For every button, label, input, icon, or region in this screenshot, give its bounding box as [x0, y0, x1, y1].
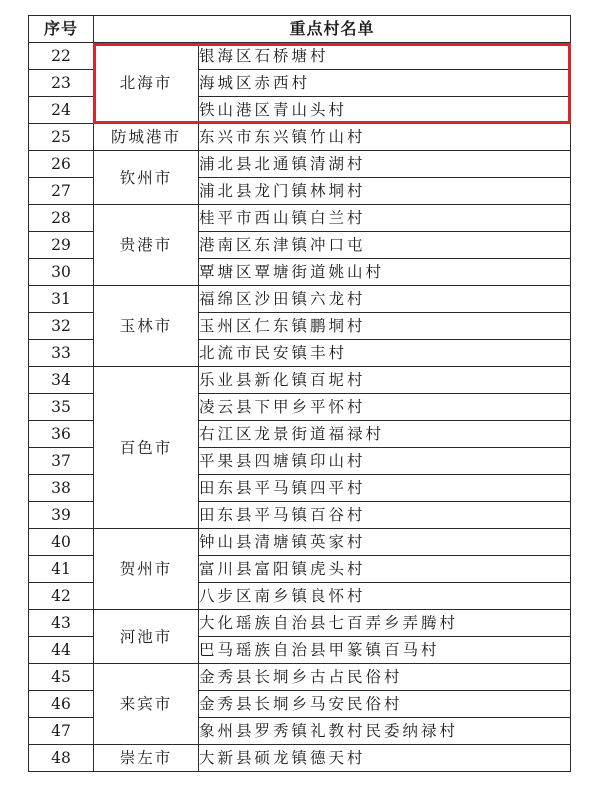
village-name: 富川县富阳镇虎头村 — [199, 556, 571, 583]
village-name: 浦北县北通镇清湖村 — [199, 151, 571, 178]
row-number: 37 — [29, 448, 94, 475]
row-number: 39 — [29, 502, 94, 529]
village-name: 东兴市东兴镇竹山村 — [199, 124, 571, 151]
city-cell: 百色市 — [94, 367, 199, 529]
city-cell: 崇左市 — [94, 745, 199, 772]
row-number: 35 — [29, 394, 94, 421]
table-row — [29, 745, 571, 772]
row-number: 24 — [29, 97, 94, 124]
row-number: 34 — [29, 367, 94, 394]
row-number: 42 — [29, 583, 94, 610]
row-number: 41 — [29, 556, 94, 583]
row-number: 40 — [29, 529, 94, 556]
table-row — [29, 529, 571, 556]
table-row — [29, 286, 571, 313]
header-serial-number: 序号 — [29, 16, 94, 43]
village-name: 田东县平马镇四平村 — [199, 475, 571, 502]
village-name: 凌云县下甲乡平怀村 — [199, 394, 571, 421]
row-number: 29 — [29, 232, 94, 259]
village-name: 田东县平马镇百谷村 — [199, 502, 571, 529]
header-village-list: 重点村名单 — [94, 16, 571, 43]
village-name: 八步区南乡镇良怀村 — [199, 583, 571, 610]
row-number: 26 — [29, 151, 94, 178]
city-cell: 钦州市 — [94, 151, 199, 205]
row-number: 28 — [29, 205, 94, 232]
table-row — [29, 205, 571, 232]
row-number: 27 — [29, 178, 94, 205]
row-number: 47 — [29, 718, 94, 745]
village-name: 大化瑶族自治县七百弄乡弄腾村 — [199, 610, 571, 637]
city-cell: 玉林市 — [94, 286, 199, 367]
row-number: 43 — [29, 610, 94, 637]
row-number: 45 — [29, 664, 94, 691]
village-name: 乐业县新化镇百坭村 — [199, 367, 571, 394]
table-row — [29, 151, 571, 178]
document-sheet — [28, 15, 570, 772]
city-cell: 防城港市 — [94, 124, 199, 151]
table-header-row — [29, 16, 571, 43]
row-number: 38 — [29, 475, 94, 502]
table-row — [29, 124, 571, 151]
village-name: 覃塘区覃塘街道姚山村 — [199, 259, 571, 286]
row-number: 48 — [29, 745, 94, 772]
city-cell: 贺州市 — [94, 529, 199, 610]
row-number: 31 — [29, 286, 94, 313]
village-name: 浦北县龙门镇林垌村 — [199, 178, 571, 205]
city-cell: 贵港市 — [94, 205, 199, 286]
row-number: 25 — [29, 124, 94, 151]
city-cell: 北海市 — [94, 43, 199, 124]
village-name: 玉州区仁东镇鹏垌村 — [199, 313, 571, 340]
row-number: 46 — [29, 691, 94, 718]
village-name: 铁山港区青山头村 — [199, 97, 571, 124]
village-name: 钟山县清塘镇英家村 — [199, 529, 571, 556]
village-name: 巴马瑶族自治县甲篆镇百马村 — [199, 637, 571, 664]
village-name: 象州县罗秀镇礼教村民委纳禄村 — [199, 718, 571, 745]
village-name: 北流市民安镇丰村 — [199, 340, 571, 367]
row-number: 44 — [29, 637, 94, 664]
village-name: 海城区赤西村 — [199, 70, 571, 97]
village-name: 金秀县长垌乡古占民俗村 — [199, 664, 571, 691]
village-name: 银海区石桥塘村 — [199, 43, 571, 70]
row-number: 30 — [29, 259, 94, 286]
village-name: 右江区龙景街道福禄村 — [199, 421, 571, 448]
key-village-table — [28, 15, 571, 772]
row-number: 23 — [29, 70, 94, 97]
table-row — [29, 664, 571, 691]
table-row — [29, 43, 571, 70]
village-name: 平果县四塘镇印山村 — [199, 448, 571, 475]
village-name: 福绵区沙田镇六龙村 — [199, 286, 571, 313]
row-number: 36 — [29, 421, 94, 448]
table-row — [29, 367, 571, 394]
table-row — [29, 610, 571, 637]
village-name: 港南区东津镇冲口屯 — [199, 232, 571, 259]
city-cell: 来宾市 — [94, 664, 199, 745]
village-name: 金秀县长垌乡马安民俗村 — [199, 691, 571, 718]
row-number: 33 — [29, 340, 94, 367]
city-cell: 河池市 — [94, 610, 199, 664]
row-number: 32 — [29, 313, 94, 340]
row-number: 22 — [29, 43, 94, 70]
village-name: 桂平市西山镇白兰村 — [199, 205, 571, 232]
table-body — [29, 43, 571, 772]
village-name: 大新县硕龙镇德天村 — [199, 745, 571, 772]
